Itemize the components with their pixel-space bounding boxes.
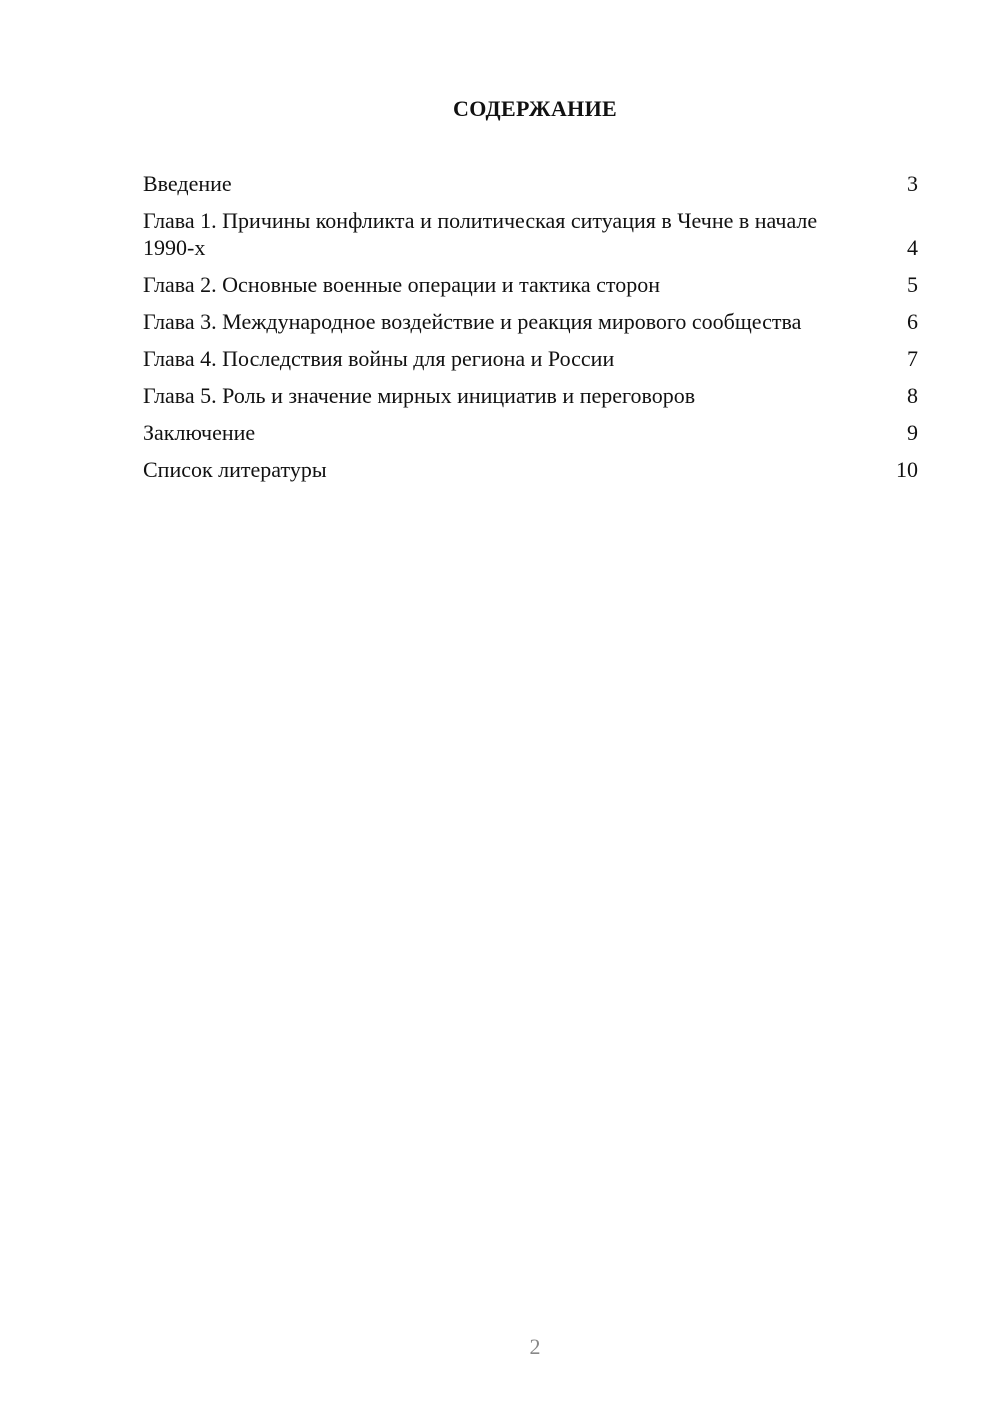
toc-entry-page: 4 — [907, 235, 918, 260]
toc-entry-title: Глава 4. Последствия войны для региона и России — [143, 346, 615, 371]
toc-entry-title: Глава 2. Основные военные операции и тактика сторон — [143, 272, 660, 297]
toc-entry-page: 6 — [907, 309, 918, 334]
toc-entry-title: Введение — [143, 171, 232, 196]
toc-entry-title: Глава 5. Роль и значение мирных инициатив и переговоров — [143, 383, 696, 408]
toc-entry-title: Глава 1. Причины конфликта и политическая ситуация в Чечне в начале 1990-х — [143, 208, 818, 260]
toc-entry-chapter-1 — [143, 207, 918, 261]
toc-entry-introduction — [143, 170, 918, 197]
toc-entry-page: 8 — [907, 383, 918, 408]
toc-entry-bibliography — [143, 456, 918, 483]
toc-entry-title: Список литературы — [143, 457, 327, 482]
toc-list — [143, 170, 918, 493]
toc-entry-page: 5 — [907, 272, 918, 297]
toc-entry-chapter-5 — [143, 382, 918, 409]
toc-entry-conclusion — [143, 419, 918, 446]
toc-entry-chapter-3 — [143, 308, 918, 335]
page-number: 2 — [529, 1334, 541, 1359]
toc-entry-title: Глава 3. Международное воздействие и реакция мирового сообщества — [143, 309, 802, 334]
toc-title: СОДЕРЖАНИЕ — [453, 96, 617, 121]
toc-entry-page: 7 — [907, 346, 918, 371]
toc-entry-page: 10 — [896, 457, 918, 482]
toc-entry-chapter-4 — [143, 345, 918, 372]
toc-entry-page: 3 — [907, 171, 918, 196]
toc-entry-title: Заключение — [143, 420, 256, 445]
toc-entry-chapter-2 — [143, 271, 918, 298]
toc-entry-page: 9 — [907, 420, 918, 445]
